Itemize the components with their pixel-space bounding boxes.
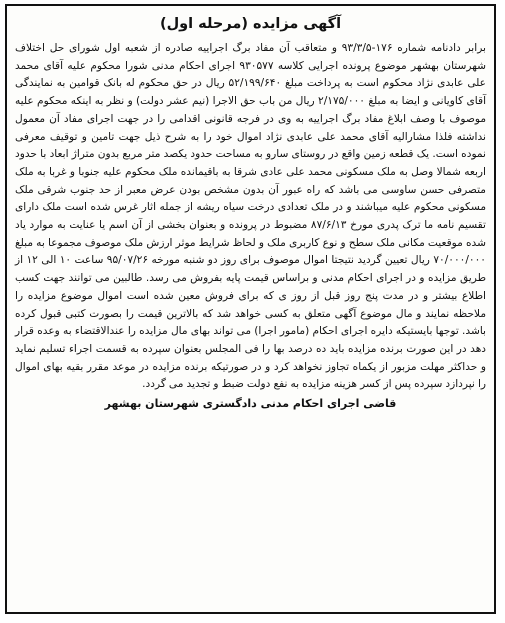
notice-body: برابر دادنامه شماره ۱۷۶-۹۳/۳/۵ و متعاقب آن مفاد برگ اجراییه صادره از شعبه اول شورای حل اختلاف شهرستان بهشهر موضوع پرونده اجرایی کلاسه ۹۳۰۵۷۷ اجرای احکام مدنی شورا محکوم علیه آقای محمد علی عابدی نژاد محکوم است به پرداخت مبلغ ۵۲/۱۹۹/۶۴۰ ریال در حق محکوم له بانک قوامین به نمایندگی آقای کاویانی و ایضا به مبلغ ۲/۱۷۵/۰۰۰ ریال من باب حق الاجرا (نیم عشر دولت) و نظر به اینکه محکوم علیه موصوف با وصف ابلاغ مفاد برگ اجراییه به وی در فرجه قانونی اقدامی را در جهت اجرای مفاد آن معمول نداشته فلذا مشارالیه آقای محمد علی عابدی نژاد اموال خود را به شرح ذیل جهت تامین و توقیف معرفی نموده است. یک قطعه زمین واقع در روستای سارو به مساحت حدود یکصد متر مربع بدون متراژ ابعاد با حدود اربعه شمالا وصل به ملک مسکونی محمد علی عادی شرقا به باقیمانده ملک محکوم علیه جنوبا و غربا به ملک متصرفی حسن ساوسی می باشد که راه عبور آن بدون مشخص بودن عرض معبر از حد جنوب شرقی ملک مسکونی محکوم علیه میباشند و در ملک تعدادی درخت سیاه ریشه از جمله اثار غرس شده است ملک دارای تقسیم نامه ما ترک پدری مورخ ۸۷/۶/۱۳ مضبوط در پرونده و بعنوان بخشی از آن اسم یا عنایت به موارد یاد شده موقعیت مکانی ملک سطح و نوع کاربری ملک و لحاظ شرایط موثر ارزش ملک موصوف مجموعا به مبلغ ۷۰/۰۰۰/۰۰۰ ریال تعیین گردید نتیجتا اموال موصوف برای روز دو شنبه مورخه ۹۵/۰۷/۲۶ ساعت ۱۰ الی ۱۲ از طریق مزایده و در اجرای احکام مدنی و براساس قیمت پایه بفروش می رسد. طالبین می توانند جهت کسب اطلاع بیشتر و در مدت پنج روز قبل از روز ی که برای فروش معین شده است اموال موضوع مزایده را ملاحظه نمایند و مال موضوع آگهی متعلق به کسی خواهد شد که بالاترین قیمت را بصورت کتبی قبول کرده باشد. توجها بایستیکه دایره اجرای احکام (مامور اجرا) می تواند بهای مال مزایده را عندالاقتضاء به وعده قرار دهد در این صورت برنده مزایده باید ده درصد بها را فی المجلس بعنوان سپرده به قسمت اجراء تسلیم نماید و حداکثر مهلت مزبور از یکماه تجاوز نخواهد کرد و در صورتیکه برنده مزایده در موعد مقرر بقیه بهای اموال را نپردازد سپرده پس از کسر هزینه مزایده به نفع دولت ضبط و تجدید می گردد. xyxy=(15,42,487,391)
auction-notice xyxy=(5,4,496,614)
notice-signature: قاضی اجرای احکام مدنی دادگستری شهرستان بهشهر xyxy=(104,397,397,411)
notice-title: آگهی مزایده (مرحله اول) xyxy=(159,16,342,32)
